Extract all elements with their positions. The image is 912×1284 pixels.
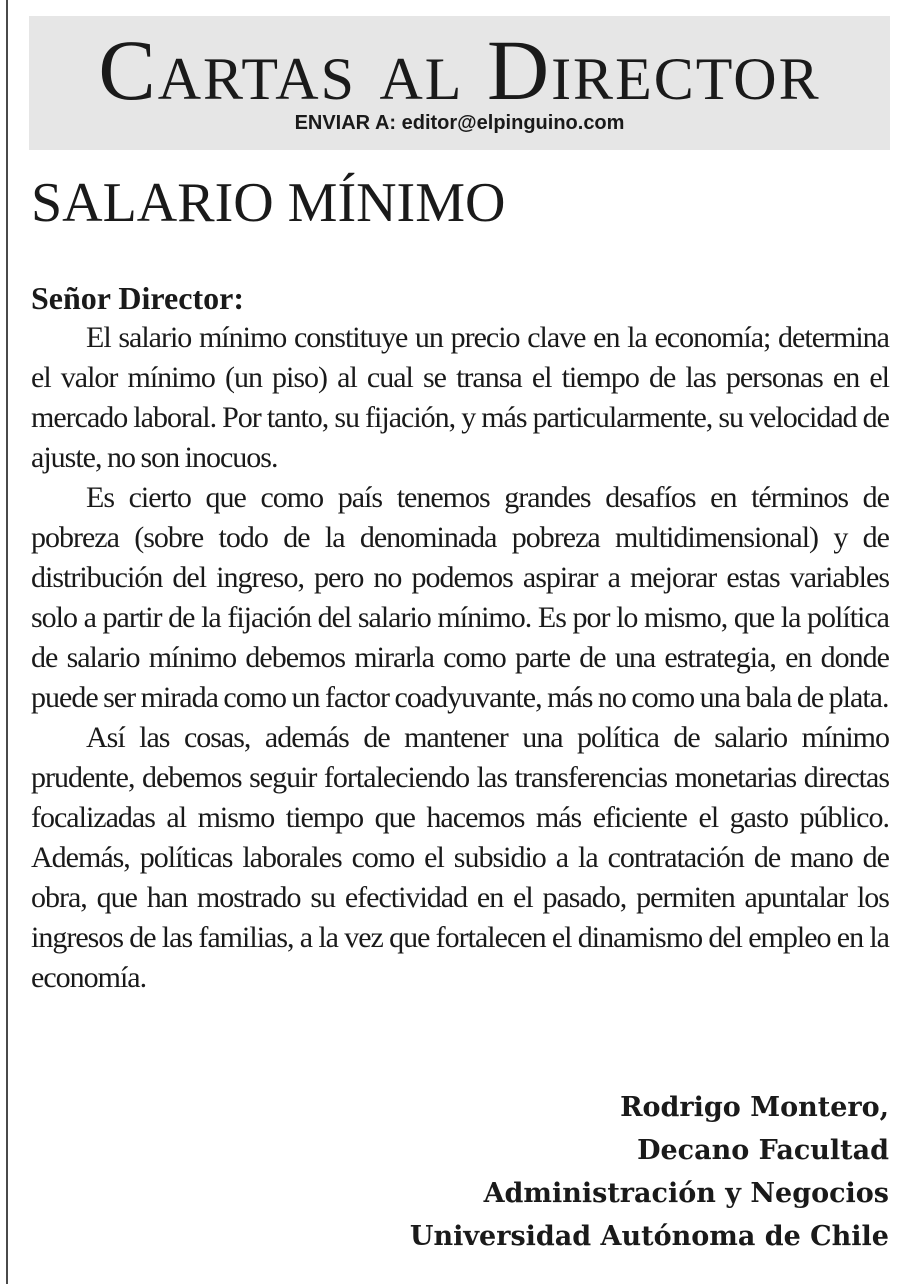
paragraph-1: El salario mínimo constituye un precio clave en la economía; determina el valor mínimo (un piso) al cual se transa el tiempo de las personas en el mercado laboral. Por tanto, su fijación, y más particularmente, su velocidad de ajuste, no son inocuos. — [31, 321, 889, 474]
submission-email: ENVIAR A: editor@elpinguino.com — [294, 112, 625, 134]
paragraph-3: Así las cosas, además de mantener una política de salario mínimo prudente, debemos seguir fortaleciendo las transferencias monetarias directas focalizadas al mismo tiempo que hacemos más eficiente el gasto público. Además, políticas laborales como el subsidio a la contratación de mano de obra, que han mostrado su efectividad en el pasado, permiten apuntalar los ingresos de las familias, a la vez que fortalecen el dinamismo del empleo en la economía. — [31, 721, 889, 994]
letter-body — [31, 278, 889, 998]
section-title: Cartas al Director — [98, 22, 821, 118]
author-faculty: Administración y Negocios — [483, 1178, 889, 1209]
letter-headline: SALARIO MÍNIMO — [31, 172, 506, 234]
paragraph-2: Es cierto que como país tenemos grandes desafíos en términos de pobreza (sobre todo de la denominada pobreza multidimensional) y de distribución del ingreso, pero no podemos aspirar a mejorar estas variables solo a partir de la fijación del salario mínimo. Es por lo mismo, que la política de salario mínimo debemos mirarla como parte de una estrategia, en donde puede ser mirada como un factor coadyuvante, más no como una bala de plata. — [31, 481, 889, 714]
author-name: Rodrigo Montero, — [620, 1092, 889, 1123]
section-header — [29, 16, 890, 150]
salutation: Señor Director: — [31, 280, 244, 316]
column-rule — [6, 0, 8, 1284]
signature-block — [410, 1086, 889, 1258]
author-title: Decano Facultad — [637, 1135, 889, 1166]
author-institution: Universidad Autónoma de Chile — [409, 1221, 889, 1252]
